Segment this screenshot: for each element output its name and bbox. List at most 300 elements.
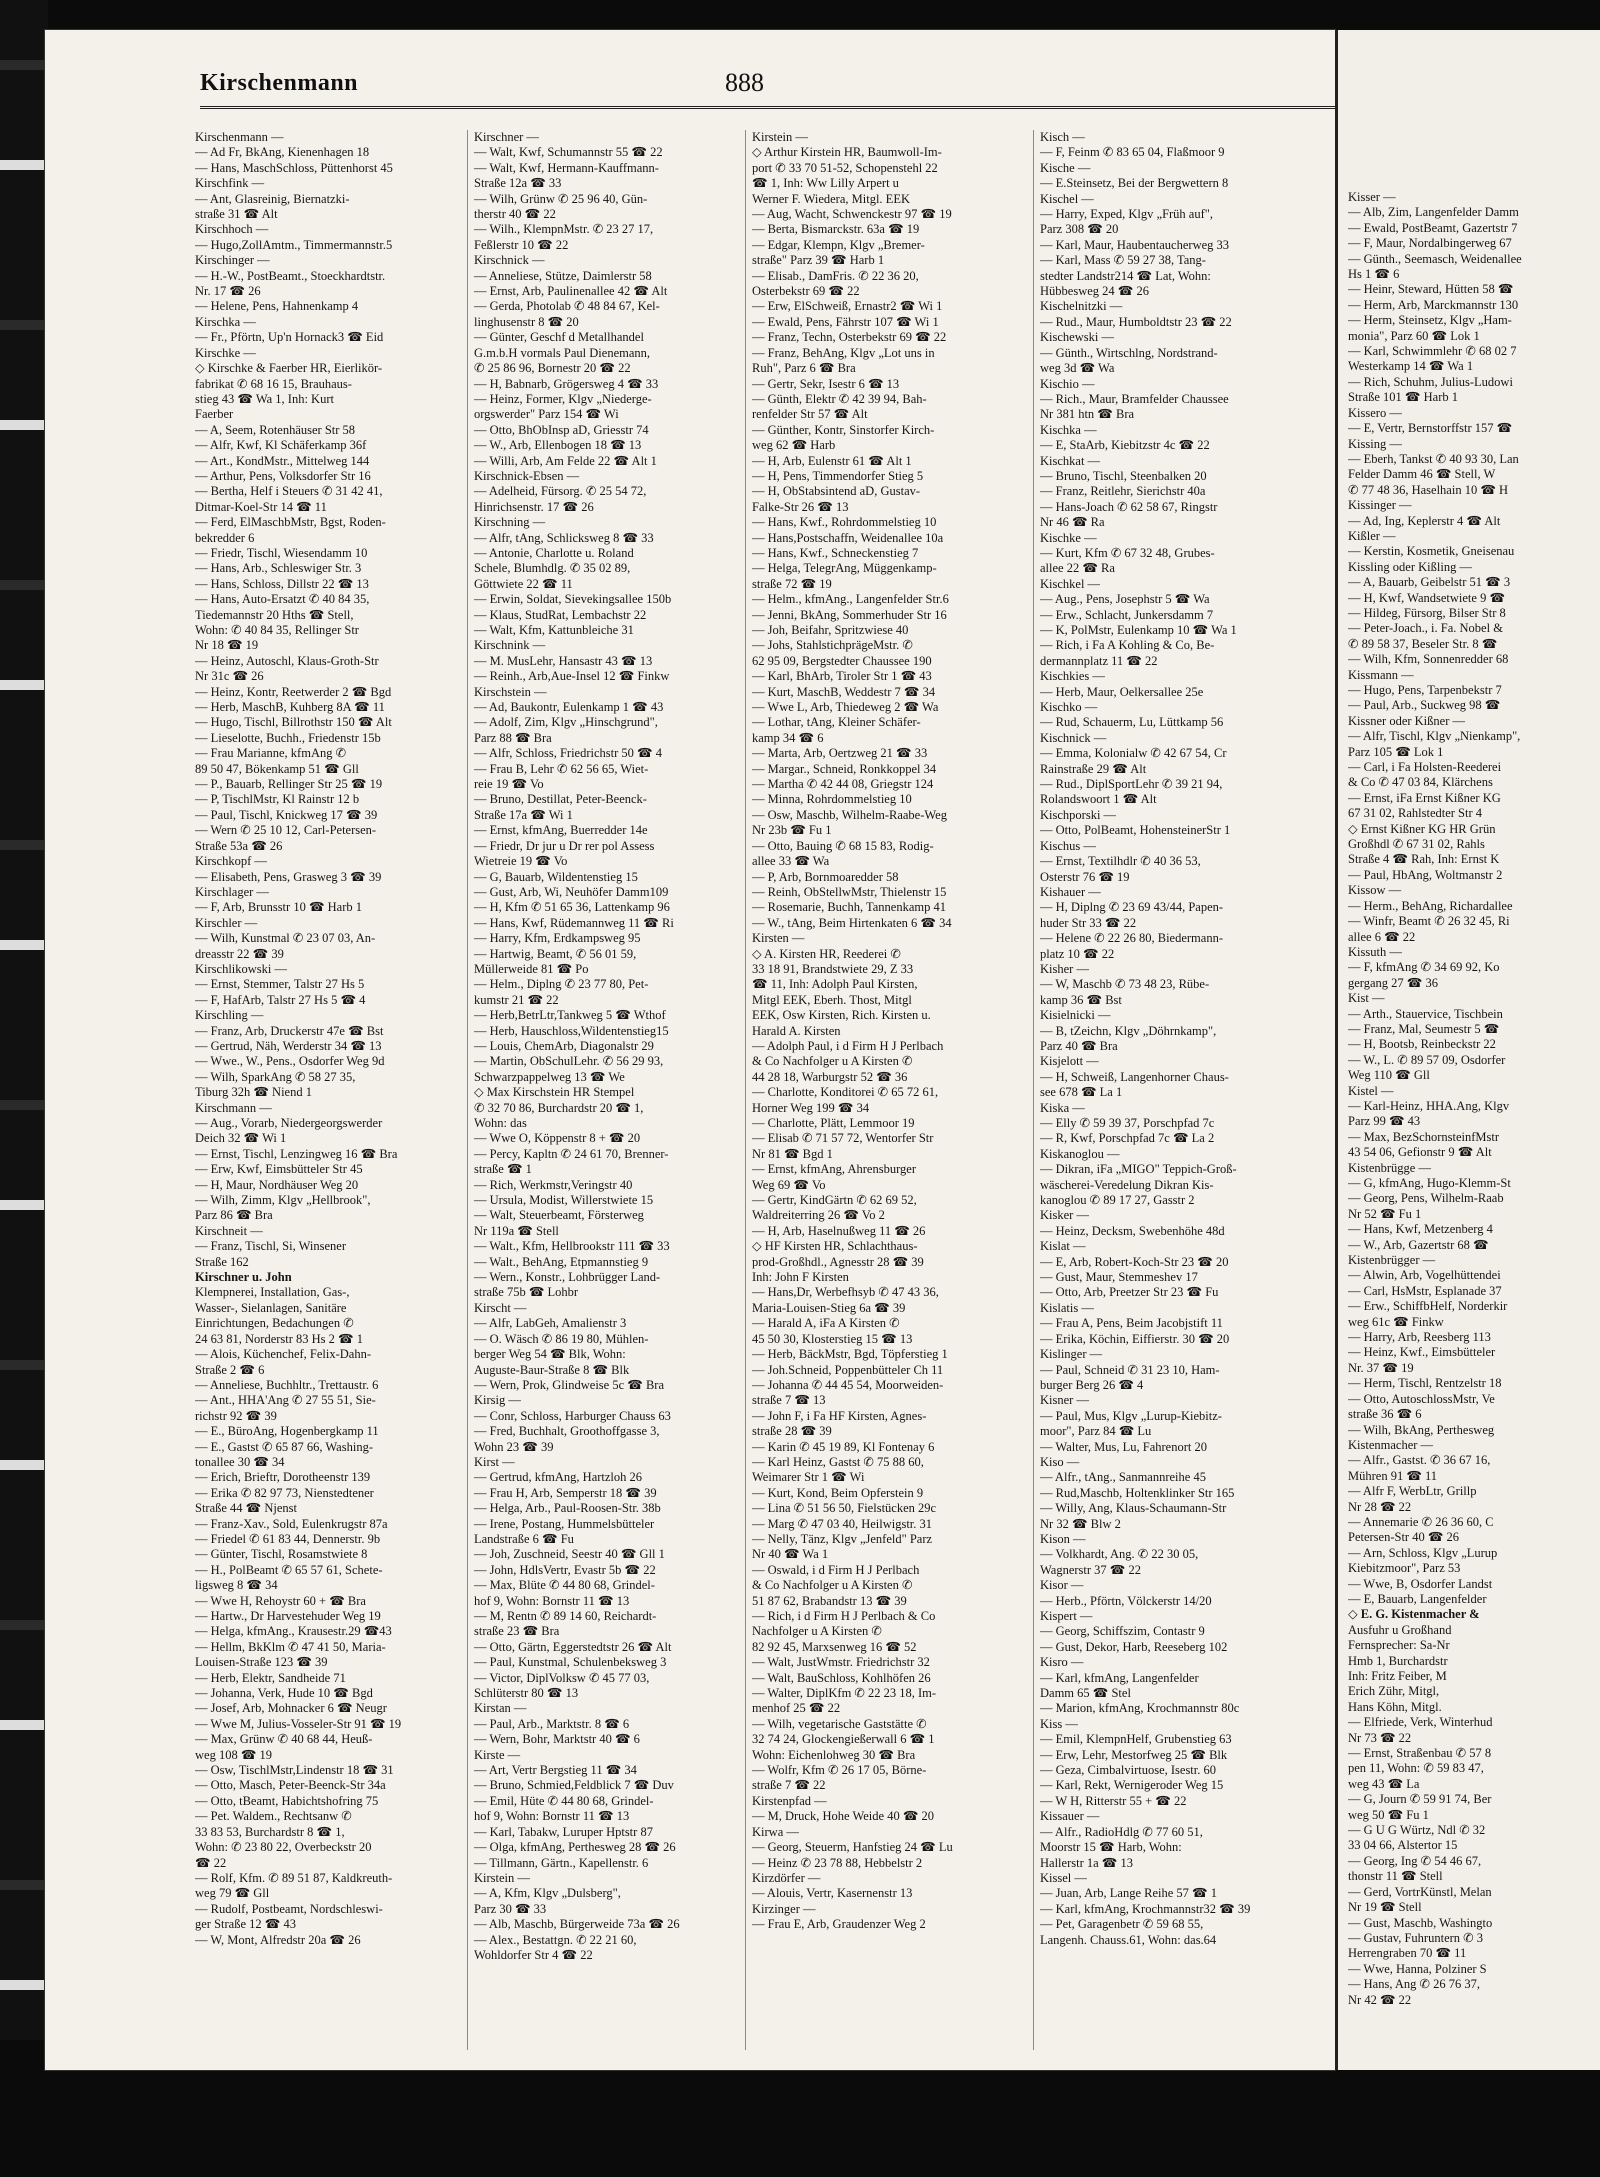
directory-entry-line: — Otto, AutoschlossMstr, Ve xyxy=(1348,1391,1495,1406)
directory-entry-line: Kirschka — xyxy=(195,314,256,329)
directory-entry-line: — Rolf, Kfm. ✆ 89 51 87, Kaldkreuth- xyxy=(195,1870,393,1885)
directory-entry-line: — Paul, Arb., Marktstr. 8 ☎ 6 xyxy=(474,1716,630,1731)
directory-entry-line: ◇ E. G. Kistenmacher & xyxy=(1348,1607,1480,1622)
directory-entry-line: — Rud., DiplSportLehr ✆ 39 21 94, xyxy=(1040,777,1223,792)
directory-entry-line: Wohn: ✆ 23 80 22, Overbeckstr 20 xyxy=(195,1840,372,1855)
directory-entry-line: — Erw, ElSchweiß, Ernastr2 ☎ Wi 1 xyxy=(752,299,943,314)
directory-entry-line: — Rud, Schauerm, Lu, Lüttkamp 56 xyxy=(1040,715,1224,730)
directory-entry-line: — Harry, Arb, Reesberg 113 xyxy=(1348,1330,1491,1345)
directory-entry-line: Nachfolger u A Kirsten ✆ xyxy=(752,1624,882,1639)
directory-entry-line: — Rudolf, Postbeamt, Nordschleswi- xyxy=(195,1901,383,1916)
directory-entry-line: — Ernst, kfmAng, Ahrensburger xyxy=(752,1162,916,1177)
directory-entry-line: — Frau E, Arb, Graudenzer Weg 2 xyxy=(752,1917,926,1932)
directory-entry-line: — F, HafArb, Talstr 27 Hs 5 ☎ 4 xyxy=(195,992,366,1007)
directory-entry-line: allee 22 ☎ Ra xyxy=(1040,561,1115,576)
directory-entry-line: — Helene, Pens, Hahnenkamp 4 xyxy=(195,299,359,314)
directory-entry-line: weg 79 ☎ Gll xyxy=(195,1886,270,1901)
directory-entry-line: 33 83 53, Burchardstr 8 ☎ 1, xyxy=(195,1824,345,1839)
directory-entry-line: Nr 32 ☎ Blw 2 xyxy=(1040,1516,1121,1531)
directory-entry-line: Kist — xyxy=(1348,991,1385,1006)
directory-entry-line: — Franz, Techn, Osterbekstr 69 ☎ 22 xyxy=(752,330,947,345)
column-2 xyxy=(467,130,740,2050)
directory-entry-line: — Günther, Kontr, Sinstorfer Kirch- xyxy=(752,422,935,437)
directory-entry-line: — Ad Fr, BkAng, Kienenhagen 18 xyxy=(195,145,370,160)
directory-entry-line: Hmb 1, Burchardstr xyxy=(1348,1653,1448,1668)
directory-entry-line: orgswerder" Parz 154 ☎ Wi xyxy=(474,407,619,422)
directory-entry-line: — Dikran, iFa „MIGO" Teppich-Groß- xyxy=(1040,1162,1237,1177)
directory-entry-line: port ✆ 33 70 51-52, Schopenstehl 22 xyxy=(752,160,938,175)
directory-entry-line: 62 95 09, Bergstedter Chaussee 190 xyxy=(752,653,932,668)
directory-entry-line: Straße 101 ☎ Harb 1 xyxy=(1348,390,1458,405)
directory-entry-line: Wohldorfer Str 4 ☎ 22 xyxy=(474,1947,593,1962)
directory-entry-line: — Kerstin, Kosmetik, Gneisenau xyxy=(1348,544,1515,559)
directory-entry-line: Harald A. Kirsten xyxy=(752,1023,841,1038)
directory-entry-line: Inh: Fritz Feiber, M xyxy=(1348,1669,1447,1683)
directory-entry-line: — Frau B, Lehr ✆ 62 56 65, Wiet- xyxy=(474,761,649,776)
directory-entry-line: Kissauer — xyxy=(1040,1809,1100,1824)
directory-entry-line: — Alfr., RadioHdlg ✆ 77 60 51, xyxy=(1040,1824,1203,1839)
directory-entry-line: — Herb,BetrLtr,Tankweg 5 ☎ Wthof xyxy=(474,1008,666,1023)
directory-entry-line: Kirschmann — xyxy=(195,1100,272,1115)
directory-entry-line: — Wilh, Grünw ✆ 25 96 40, Gün- xyxy=(474,191,648,206)
directory-entry-line: Müllerweide 81 ☎ Po xyxy=(474,961,589,976)
directory-entry-line: Hallerstr 1a ☎ 13 xyxy=(1040,1855,1133,1870)
directory-entry-line: — Lina ✆ 51 56 50, Fielstücken 29c xyxy=(752,1501,937,1516)
directory-entry-line: — Rosemarie, Buchh, Tannenkamp 41 xyxy=(752,900,946,915)
directory-entry-line: ✆ 77 48 36, Haselhain 10 ☎ H xyxy=(1348,482,1509,497)
directory-entry-line: dermannplatz 11 ☎ 22 xyxy=(1040,653,1158,668)
directory-entry-line: — Heinz, Autoschl, Klaus-Groth-Str xyxy=(195,653,379,668)
directory-entry-line: — A, Kfm, Klgv „Dulsberg", xyxy=(474,1886,621,1901)
directory-entry-line: — Heinz, Former, Klgv „Niederge- xyxy=(474,391,652,406)
directory-entry-line: — Winfr, Beamt ✆ 26 32 45, Ri xyxy=(1348,914,1510,929)
directory-entry-line: — Wwe H, Rehoystr 60 + ☎ Bra xyxy=(195,1593,366,1608)
directory-entry-line: Nr 73 ☎ 22 xyxy=(1348,1730,1412,1745)
directory-entry-line: Hübbesweg 24 ☎ 26 xyxy=(1040,284,1149,299)
directory-entry-line: Waldreiterring 26 ☎ Vo 2 xyxy=(752,1208,885,1223)
directory-entry-line: Louisen-Straße 123 ☎ 39 xyxy=(195,1655,328,1670)
directory-entry-line: Kischkat — xyxy=(1040,453,1101,468)
directory-entry-line: — Karl, Schwimmlehr ✆ 68 02 7 xyxy=(1348,344,1517,359)
directory-entry-line: Kißler — xyxy=(1348,528,1396,543)
directory-entry-line: — Max, BezSchornsteinfMstr xyxy=(1348,1129,1500,1144)
directory-entry-line: Kirschner — xyxy=(474,130,539,144)
directory-entry-line: — Carl, i Fa Holsten-Reederei xyxy=(1348,760,1502,775)
directory-entry-line: — Erw., Schlacht, Junkersdamm 7 xyxy=(1040,607,1214,622)
directory-entry-line: — Johanna ✆ 44 45 54, Moorweiden- xyxy=(752,1377,944,1392)
directory-entry-line: — Bruno, Schmied,Feldblick 7 ☎ Duv xyxy=(474,1778,674,1793)
directory-entry-line: — Hans, Auto-Ersatzt ✆ 40 84 35, xyxy=(195,592,370,607)
directory-entry-line: — Hugo,ZollAmtm., Timmermannstr.5 xyxy=(195,237,393,252)
directory-entry-line: — Alois, Küchenchef, Felix-Dahn- xyxy=(195,1347,372,1362)
directory-entry-line: Petersen-Str 40 ☎ 26 xyxy=(1348,1530,1460,1545)
directory-entry-line: — Arth., Stauervice, Tischbein xyxy=(1348,1006,1503,1021)
directory-entry-line: — P, TischlMstr, Kl Rainstr 12 b xyxy=(195,792,360,807)
directory-entry-line: — Bertha, Helf i Steuers ✆ 31 42 41, xyxy=(195,484,383,499)
directory-entry-line: ✆ 89 58 37, Beseler Str. 8 ☎ xyxy=(1348,636,1498,651)
directory-entry-line: — Joh, Zuschneid, Seestr 40 ☎ Gll 1 xyxy=(474,1547,665,1562)
directory-entry-line: Faerber xyxy=(195,407,234,422)
directory-entry-line: — Walt, JustWmstr. Friedrichstr 32 xyxy=(752,1655,930,1670)
directory-entry-line: — Otto, BhObInsp aD, Griesstr 74 xyxy=(474,422,649,437)
directory-entry-line: platz 10 ☎ 22 xyxy=(1040,946,1115,961)
directory-entry-line: — Günter, Geschf d Metallhandel xyxy=(474,330,644,345)
directory-entry-line: Rainstraße 29 ☎ Alt xyxy=(1040,761,1147,776)
directory-entry-line: — H, Schweiß, Langenhorner Chaus- xyxy=(1040,1069,1229,1084)
directory-entry-line: — Helga, Arb., Paul-Roosen-Str. 38b xyxy=(474,1501,661,1516)
directory-entry-line: — Lothar, tAng, Kleiner Schäfer- xyxy=(752,715,921,730)
directory-entry-line: Kirste — xyxy=(474,1747,521,1762)
directory-entry-line: Nr 46 ☎ Ra xyxy=(1040,515,1105,530)
directory-entry-line: — Max, Grünw ✆ 40 68 44, Heuß- xyxy=(195,1732,373,1747)
directory-entry-line: — W H, Ritterstr 55 + ☎ 22 xyxy=(1040,1793,1187,1808)
directory-entry-line: — Herb, BäckMstr, Bgd, Töpferstieg 1 xyxy=(752,1347,948,1362)
directory-entry-line: — Frau A, Pens, Beim Jacobjstift 11 xyxy=(1040,1316,1223,1331)
directory-entry-line: & Co ✆ 47 03 84, Klärchens xyxy=(1348,775,1493,790)
directory-entry-line: — W., L. ✆ 89 57 09, Osdorfer xyxy=(1348,1052,1506,1067)
directory-entry-line: kumstr 21 ☎ 22 xyxy=(474,992,559,1007)
directory-entry-line: kamp 34 ☎ 6 xyxy=(752,730,824,745)
directory-entry-line: — Osw, TischlMstr,Lindenstr 18 ☎ 31 xyxy=(195,1763,394,1778)
directory-entry-line: Kirschler — xyxy=(195,915,258,930)
directory-entry-line: — H, ObStabsintend aD, Gustav- xyxy=(752,484,921,499)
directory-entry-line: — W, Maschb ✆ 73 48 23, Rübe- xyxy=(1040,977,1210,992)
directory-entry-line: — Paul, Tischl, Knickweg 17 ☎ 39 xyxy=(195,807,378,822)
directory-entry-line: — G, Bauarb, Wildentenstieg 15 xyxy=(474,869,638,884)
directory-entry-line: — Hugo, Pens, Tarpenbekstr 7 xyxy=(1348,683,1502,697)
directory-entry-line: — Berta, Bismarckstr. 63a ☎ 19 xyxy=(752,222,920,237)
directory-entry-line: — E, Vertr, Bernstorffstr 157 ☎ xyxy=(1348,421,1513,436)
directory-entry-line: dreasstr 22 ☎ 39 xyxy=(195,946,284,961)
directory-entry-line: — Karl Heinz, Gastst ✆ 75 88 60, xyxy=(752,1454,924,1469)
directory-entry-line: — Adolf, Zim, Klgv „Hinschgrund", xyxy=(474,715,658,730)
directory-entry-line: — Paul, Schneid ✆ 31 23 10, Ham- xyxy=(1040,1362,1220,1377)
directory-entry-line: — Marg ✆ 47 03 40, Heilwigstr. 31 xyxy=(752,1516,933,1531)
directory-entry-line: — Reinh, ObStellwMstr, Thielenstr 15 xyxy=(752,884,947,899)
directory-entry-line: Kislatis — xyxy=(1040,1300,1094,1315)
directory-entry-line: Kirschstein — xyxy=(474,684,547,699)
directory-entry-line: — Irene, Postang, Hummelsbütteler xyxy=(474,1516,655,1531)
directory-entry-line: — Walt, Kwf, Schumannstr 55 ☎ 22 xyxy=(474,145,663,160)
directory-entry-line: — Aug., Pens, Josephstr 5 ☎ Wa xyxy=(1040,592,1210,607)
directory-entry-line: Tiedemannstr 20 Hths ☎ Stell, xyxy=(195,607,354,622)
directory-entry-line: ger Straße 12 ☎ 43 xyxy=(195,1917,296,1932)
directory-entry-line: Kirschnink — xyxy=(474,638,546,653)
directory-entry-line: — Ernst, Stemmer, Talstr 27 Hs 5 xyxy=(195,977,365,992)
directory-entry-line: ✆ 32 70 86, Burchardstr 20 ☎ 1, xyxy=(474,1100,644,1115)
directory-entry-line: — Hans, Kwf, Rüdemannweg 11 ☎ Ri xyxy=(474,915,674,930)
directory-entry-line: — Frau Marianne, kfmAng ✆ xyxy=(195,746,347,761)
directory-entry-line: — Bruno, Destillat, Peter-Beenck- xyxy=(474,792,647,807)
directory-entry-line: — Joh.Schneid, Poppenbütteler Ch 11 xyxy=(752,1362,944,1377)
directory-entry-line: — Herm, Tischl, Rentzelstr 18 xyxy=(1348,1376,1502,1391)
directory-entry-line: kamp 36 ☎ Bst xyxy=(1040,992,1122,1007)
directory-entry-line: — Wilh, Kfm, Sonnenredder 68 xyxy=(1348,652,1509,667)
directory-entry-line: — H, Kfm ✆ 51 65 36, Lattenkamp 96 xyxy=(474,900,670,915)
directory-entry-line: Wagnerstr 37 ☎ 22 xyxy=(1040,1562,1142,1577)
directory-entry-line: — H., PolBeamt ✆ 65 57 61, Schete- xyxy=(195,1562,383,1577)
directory-entry-line: — Carl, HsMstr, Esplanade 37 xyxy=(1348,1283,1502,1298)
directory-entry-line: Kirstein — xyxy=(752,130,808,144)
directory-entry-line: — Frau H, Arb, Semperstr 18 ☎ 39 xyxy=(474,1485,657,1500)
directory-entry-line: — Marta, Arb, Oertzweg 21 ☎ 33 xyxy=(752,746,928,761)
directory-entry-line: Kischko — xyxy=(1040,700,1098,715)
directory-entry-line: — Charlotte, Konditorei ✆ 65 72 61, xyxy=(752,1085,939,1100)
directory-entry-line: Kischewski — xyxy=(1040,330,1114,345)
directory-entry-line: Straße 53a ☎ 26 xyxy=(195,838,283,853)
directory-entry-line: — Pet. Waldem., Rechtsanw ✆ xyxy=(195,1809,352,1824)
directory-entry-line: — Erw, Kwf, Eimsbütteler Str 45 xyxy=(195,1162,363,1177)
directory-entry-line: — Franz, Reitlehr, Sierichstr 40a xyxy=(1040,484,1206,499)
directory-entry-line: — Paul, Kunstmal, Schulenbeksweg 3 xyxy=(474,1655,667,1670)
directory-entry-line: — Wern ✆ 25 10 12, Carl-Petersen- xyxy=(195,823,377,838)
directory-entry-line: Ruh", Parz 6 ☎ Bra xyxy=(752,361,856,376)
directory-entry-line: Kirschner u. John xyxy=(195,1270,292,1285)
directory-entry-line: — Wern, Bohr, Marktstr 40 ☎ 6 xyxy=(474,1732,640,1747)
directory-entry-line: — H, Diplng ✆ 23 69 43/44, Papen- xyxy=(1040,900,1224,915)
directory-entry-line: — Ernst, kfmAng, Buerredder 14e xyxy=(474,823,648,838)
directory-entry-line: — Herb, Hauschloss,Wildentenstieg15 xyxy=(474,1023,669,1038)
directory-entry-line: — Ernst, Tischl, Lenzingweg 16 ☎ Bra xyxy=(195,1146,398,1161)
directory-entry-line: — Erika ✆ 82 97 73, Nienstedtener xyxy=(195,1485,374,1500)
directory-entry-line: — Günth., Seemasch, Weidenallee xyxy=(1348,251,1522,266)
directory-entry-line: & Co Nachfolger u A Kirsten ✆ xyxy=(752,1578,913,1593)
directory-entry-line: Deich 32 ☎ Wi 1 xyxy=(195,1131,287,1146)
directory-entry-line: — Victor, DiplVolksw ✆ 45 77 03, xyxy=(474,1670,650,1685)
directory-entry-line: thonstr 11 ☎ Stell xyxy=(1348,1869,1443,1884)
directory-entry-line: Nr 23b ☎ Fu 1 xyxy=(752,823,832,838)
directory-entry-line: 44 28 18, Warburgstr 52 ☎ 36 xyxy=(752,1069,908,1084)
directory-entry-line: stieg 43 ☎ Wa 1, Inh: Kurt xyxy=(195,391,334,406)
directory-entry-line: wäscherei-Veredelung Dikran Kis- xyxy=(1040,1177,1214,1192)
directory-entry-line: — Hartwig, Beamt, ✆ 56 01 59, xyxy=(474,946,637,961)
directory-entry-line: Kirschnick — xyxy=(474,253,545,268)
directory-entry-line: Großhdl ✆ 67 31 02, Rahls xyxy=(1348,837,1485,852)
directory-entry-line: 32 74 24, Glockengießerwall 6 ☎ 1 xyxy=(752,1732,935,1747)
directory-entry-line: — Wilh, Kunstmal ✆ 23 07 03, An- xyxy=(195,931,376,946)
directory-entry-line: — Hans, MaschSchloss, Püttenhorst 45 xyxy=(195,160,393,175)
directory-entry-line: — Aug, Wacht, Schwenckestr 97 ☎ 19 xyxy=(752,207,952,222)
directory-entry-line: — Ewald, Pens, Fährstr 107 ☎ Wi 1 xyxy=(752,314,939,329)
directory-entry-line: — Tillmann, Gärtn., Kapellenstr. 6 xyxy=(474,1855,649,1870)
directory-entry-line: fabrikat ✆ 68 16 15, Brauhaus- xyxy=(195,376,352,391)
directory-entry-line: therstr 40 ☎ 22 xyxy=(474,207,556,222)
directory-entry-line: Mitgl EEK, Eberh. Thost, Mitgl xyxy=(752,992,912,1007)
directory-entry-line: Kirwa — xyxy=(752,1824,799,1839)
directory-entry-line: Straße 162 xyxy=(195,1254,249,1269)
directory-entry-line: — Ernst, iFa Ernst Kißner KG xyxy=(1348,790,1501,805)
directory-entry-line: Kischio — xyxy=(1040,376,1095,391)
directory-entry-line: — Rich, Werkmstr,Veringstr 40 xyxy=(474,1177,633,1192)
directory-entry-line: Kirstenpfad — xyxy=(752,1793,827,1808)
directory-entry-line: Parz 30 ☎ 33 xyxy=(474,1901,547,1916)
directory-entry-line: Kissuth — xyxy=(1348,944,1402,959)
directory-entry-line: Wasser-, Sielanlagen, Sanitäre xyxy=(195,1300,347,1315)
directory-entry-line: — Hans,Dr, Werbefhsyb ✆ 47 43 36, xyxy=(752,1285,939,1300)
directory-entry-line: straße 23 ☎ Bra xyxy=(474,1624,560,1639)
directory-entry-line: Kirschnick-Ebsen — xyxy=(474,468,580,483)
directory-entry-line: — Martin, ObSchulLehr. ✆ 56 29 93, xyxy=(474,1054,664,1069)
directory-entry-line: Nr 119a ☎ Stell xyxy=(474,1223,559,1238)
directory-entry-line: — Walt., Kfm, Hellbrookstr 111 ☎ 33 xyxy=(474,1239,670,1254)
directory-entry-line: Westerkamp 14 ☎ Wa 1 xyxy=(1348,359,1474,374)
directory-entry-line: Kirstein — xyxy=(474,1870,530,1885)
directory-entry-line: allee 33 ☎ Wa xyxy=(752,854,830,869)
directory-entry-line: Straße 44 ☎ Njenst xyxy=(195,1501,298,1516)
directory-entry-line: — Hans, Ang ✆ 26 76 37, xyxy=(1348,1977,1481,1992)
directory-entry-line: — Heinz, Kontr, Reetwerder 2 ☎ Bgd xyxy=(195,684,392,699)
directory-entry-line: pen 11, Wohn: ✆ 59 83 47, xyxy=(1348,1761,1484,1776)
directory-entry-line: — A, Seem, Rotenhäuser Str 58 xyxy=(195,422,356,437)
directory-entry-line: — Otto, Bauing ✆ 68 15 83, Rodig- xyxy=(752,838,934,853)
directory-entry-line: Auguste-Baur-Straße 8 ☎ Blk xyxy=(474,1362,630,1377)
directory-entry-line: — Percy, Kapltn ✆ 24 61 70, Brenner- xyxy=(474,1146,669,1161)
directory-entry-line: straße 72 ☎ 19 xyxy=(752,576,832,591)
directory-entry-line: allee 6 ☎ 22 xyxy=(1348,929,1416,944)
directory-entry-line: Kissner oder Kißner — xyxy=(1348,713,1465,728)
directory-entry-line: — Alfr, LabGeh, Amalienstr 3 xyxy=(474,1316,627,1331)
directory-entry-line: Kistenbrügger — xyxy=(1348,1253,1436,1268)
directory-entry-line: — Ant, Glasreinig, Biernatzki- xyxy=(195,191,350,206)
directory-entry-line: — Hellm, BkKlm ✆ 47 41 50, Maria- xyxy=(195,1639,386,1654)
directory-entry-line: — P., Bauarb, Rellinger Str 25 ☎ 19 xyxy=(195,777,383,792)
directory-entry-line: — Wilh, vegetarische Gaststätte ✆ xyxy=(752,1716,927,1731)
directory-entry-line: — Bruno, Tischl, Steenbalken 20 xyxy=(1040,468,1207,483)
directory-entry-line: Kirschke — xyxy=(195,345,256,360)
directory-entry-line: — Elfriede, Verk, Winterhud xyxy=(1348,1715,1493,1730)
directory-entry-line: Nr 19 ☎ Stell xyxy=(1348,1900,1422,1915)
directory-entry-line: — Volkhardt, Ang. ✆ 22 30 05, xyxy=(1040,1547,1199,1562)
directory-entry-line: Kischus — xyxy=(1040,838,1096,853)
directory-entry-line: straße 36 ☎ 6 xyxy=(1348,1407,1422,1422)
directory-entry-line: 43 54 06, Gefionstr 9 ☎ Alt xyxy=(1348,1145,1492,1160)
directory-entry-line: Wohn 23 ☎ 39 xyxy=(474,1439,554,1454)
directory-entry-line: Landstraße 6 ☎ Fu xyxy=(474,1531,574,1546)
directory-entry-line: — Walter, DiplKfm ✆ 22 23 18, Im- xyxy=(752,1686,937,1701)
directory-entry-line: Kirzdörfer — xyxy=(752,1870,821,1885)
directory-entry-line: — Karl, kfmAng, Krochmannstr32 ☎ 39 xyxy=(1040,1901,1251,1916)
directory-entry-line: Kirscht — xyxy=(474,1300,527,1315)
directory-entry-line: ☎ 11, Inh: Adolph Paul Kirsten, xyxy=(752,977,918,992)
directory-entry-line: — Georg, Schiffszim, Contastr 9 xyxy=(1040,1624,1205,1639)
directory-entry-line: — Wwe O, Köppenstr 8 + ☎ 20 xyxy=(474,1131,641,1146)
directory-entry-line: — W., Arb, Gazertstr 68 ☎ xyxy=(1348,1237,1489,1252)
directory-entry-line: — M, Rentn ✆ 89 14 60, Reichardt- xyxy=(474,1609,657,1623)
directory-entry-line: — Art, Vertr Bergstieg 11 ☎ 34 xyxy=(474,1763,637,1778)
directory-entry-line: Mühren 91 ☎ 11 xyxy=(1348,1468,1438,1483)
directory-entry-line: berger Weg 54 ☎ Blk, Wohn: xyxy=(474,1347,626,1362)
directory-entry-line: — P, Arb, Bornmoaredder 58 xyxy=(752,869,899,884)
directory-entry-line: straße 75b ☎ Lohbr xyxy=(474,1285,579,1300)
directory-entry-line: — Anneliese, Stütze, Daimlerstr 58 xyxy=(474,268,652,283)
directory-entry-line: Kirst — xyxy=(474,1454,515,1469)
directory-entry-line: weg 61c ☎ Finkw xyxy=(1348,1314,1444,1329)
directory-entry-line: — Reinh., Arb,Aue-Insel 12 ☎ Finkw xyxy=(474,669,670,684)
directory-entry-line: Tiburg 32h ☎ Niend 1 xyxy=(195,1085,312,1100)
column-3 xyxy=(745,130,1028,2050)
directory-entry-line: — Helm., Diplng ✆ 23 77 80, Pet- xyxy=(474,977,649,992)
directory-entry-line: Langenh. Chauss.61, Wohn: das.64 xyxy=(1040,1932,1217,1947)
directory-entry-line: Kisielnicki — xyxy=(1040,1008,1111,1023)
directory-entry-line: — W, Mont, Alfredstr 20a ☎ 26 xyxy=(195,1932,361,1947)
directory-entry-line: — Willi, Arb, Am Felde 22 ☎ Alt 1 xyxy=(474,453,657,468)
directory-entry-line: Nr. 37 ☎ 19 xyxy=(1348,1360,1414,1375)
directory-entry-line: — M. MusLehr, Hansastr 43 ☎ 13 xyxy=(474,653,653,668)
directory-entry-line: — K, PolMstr, Eulenkamp 10 ☎ Wa 1 xyxy=(1040,623,1237,637)
directory-entry-line: — H, Arb, Haselnußweg 11 ☎ 26 xyxy=(752,1223,926,1238)
directory-entry-line: — Edgar, Klempn, Klgv „Bremer- xyxy=(752,237,925,252)
directory-entry-line: Straße 12a ☎ 33 xyxy=(474,176,562,191)
running-head-name: Kirschenmann xyxy=(200,70,359,96)
directory-entry-line: — H, Maur, Nordhäuser Weg 20 xyxy=(195,1177,359,1192)
page-number: 888 xyxy=(725,68,764,97)
directory-entry-line: — Hans, Kwf., Rohrdommelstieg 10 xyxy=(752,515,937,530)
directory-entry-line: — E.Steinsetz, Bei der Bergwettern 8 xyxy=(1040,176,1229,191)
directory-entry-line: — Wilh, BkAng, Perthesweg xyxy=(1348,1422,1495,1437)
directory-entry-line: — Ernst, Straßenbau ✆ 57 8 xyxy=(1348,1746,1492,1761)
directory-entry-line: — Anneliese, Buchhltr., Trettaustr. 6 xyxy=(195,1377,379,1392)
directory-entry-line: — Elly ✆ 59 39 37, Porschpfad 7c xyxy=(1040,1116,1215,1130)
directory-entry-line: — Erw., SchiffbHelf, Norderkir xyxy=(1348,1299,1508,1314)
directory-entry-line: — Alfr, Tischl, Klgv „Nienkamp", xyxy=(1348,729,1521,744)
directory-entry-line: — Ernst, Arb, Paulinenallee 42 ☎ Alt xyxy=(474,284,668,299)
directory-entry-line: weg 108 ☎ 19 xyxy=(195,1747,273,1762)
directory-entry-line: — W., tAng, Beim Hirtenkaten 6 ☎ 34 xyxy=(752,915,952,930)
directory-entry-line: ☎ 1, Inh: Ww Lilly Arpert u xyxy=(752,176,899,191)
directory-entry-line: — Kurt, MaschB, Weddestr 7 ☎ 34 xyxy=(752,684,936,699)
directory-entry-line: — Johanna, Verk, Hude 10 ☎ Bgd xyxy=(195,1686,373,1701)
directory-entry-line: Werner F. Wiedera, Mitgl. EEK xyxy=(752,191,910,206)
directory-entry-line: — Hans,Postschaffn, Weidenallee 10a xyxy=(752,530,944,545)
directory-entry-line: — Rich., Maur, Bramfelder Chaussee xyxy=(1040,391,1229,406)
directory-entry-line: ✆ 25 86 96, Bornestr 20 ☎ 22 xyxy=(474,361,631,376)
directory-entry-line: — Harry, Exped, Klgv „Früh auf", xyxy=(1040,207,1213,222)
directory-entry-line: Kisor — xyxy=(1040,1578,1084,1593)
directory-entry-line: weg 3d ☎ Wa xyxy=(1040,361,1115,376)
directory-entry-line: — Art., KondMstr., Mittelweg 144 xyxy=(195,453,370,468)
directory-entry-line: — Marion, kfmAng, Krochmannstr 80c xyxy=(1040,1701,1240,1716)
directory-entry-line: — Wilh, Zimm, Klgv „Hellbrook", xyxy=(195,1193,371,1208)
directory-entry-line: — Helga, TelegrAng, Müggenkamp- xyxy=(752,561,937,576)
directory-entry-line: moor", Parz 84 ☎ Lu xyxy=(1040,1424,1152,1439)
directory-entry-line: — Wwe M, Julius-Vosseler-Str 91 ☎ 19 xyxy=(195,1716,402,1731)
directory-entry-line: — Friedr, Tischl, Wiesendamm 10 xyxy=(195,545,368,560)
directory-entry-line: — Gerd, VortrKünstl, Melan xyxy=(1348,1884,1492,1899)
directory-entry-line: — Helm., kfmAng., Langenfelder Str.6 xyxy=(752,592,949,607)
directory-entry-line: — Franz, BehAng, Klgv „Lot uns in xyxy=(752,345,935,360)
directory-entry-line: kanoglou ✆ 89 17 27, Gasstr 2 xyxy=(1040,1193,1195,1208)
directory-entry-line: — Geza, Cimbalvirtuose, Isestr. 60 xyxy=(1040,1763,1217,1778)
directory-entry-line: — Erw, Lehr, Mestorfweg 25 ☎ Blk xyxy=(1040,1747,1228,1762)
directory-entry-line: Herrengraben 70 ☎ 11 xyxy=(1348,1946,1467,1961)
directory-entry-line: — Emil, KlempnHelf, Grubenstieg 63 xyxy=(1040,1732,1232,1747)
directory-entry-line: — Rich, Schuhm, Julius-Ludowi xyxy=(1348,374,1513,389)
directory-entry-line: 82 92 45, Marxsenweg 16 ☎ 52 xyxy=(752,1639,917,1654)
directory-entry-line: Rolandswoort 1 ☎ Alt xyxy=(1040,792,1157,807)
directory-entry-line: bekredder 6 xyxy=(195,530,255,545)
directory-entry-line: — Elisabeth, Pens, Grasweg 3 ☎ 39 xyxy=(195,869,382,884)
directory-entry-line: weg 62 ☎ Harb xyxy=(752,438,836,453)
directory-entry-line: — Alouis, Vertr, Kasernenstr 13 xyxy=(752,1886,913,1901)
directory-entry-line: — Alb, Maschb, Bürgerweide 73a ☎ 26 xyxy=(474,1917,680,1932)
directory-entry-line: — F, Maur, Nordalbingerweg 67 xyxy=(1348,236,1512,251)
directory-entry-line: — Günth, Elektr ✆ 42 39 94, Bah- xyxy=(752,391,927,406)
directory-entry-line: Kirschhoch — xyxy=(195,222,269,237)
directory-entry-line: Nr 40 ☎ Wa 1 xyxy=(752,1547,829,1562)
directory-entry-line: — Arthur, Pens, Volksdorfer Str 16 xyxy=(195,468,371,483)
directory-entry-line: — Gust, Maur, Stemmeshev 17 xyxy=(1040,1270,1198,1285)
directory-entry-line: 24 63 81, Norderstr 83 Hs 2 ☎ 1 xyxy=(195,1331,363,1346)
